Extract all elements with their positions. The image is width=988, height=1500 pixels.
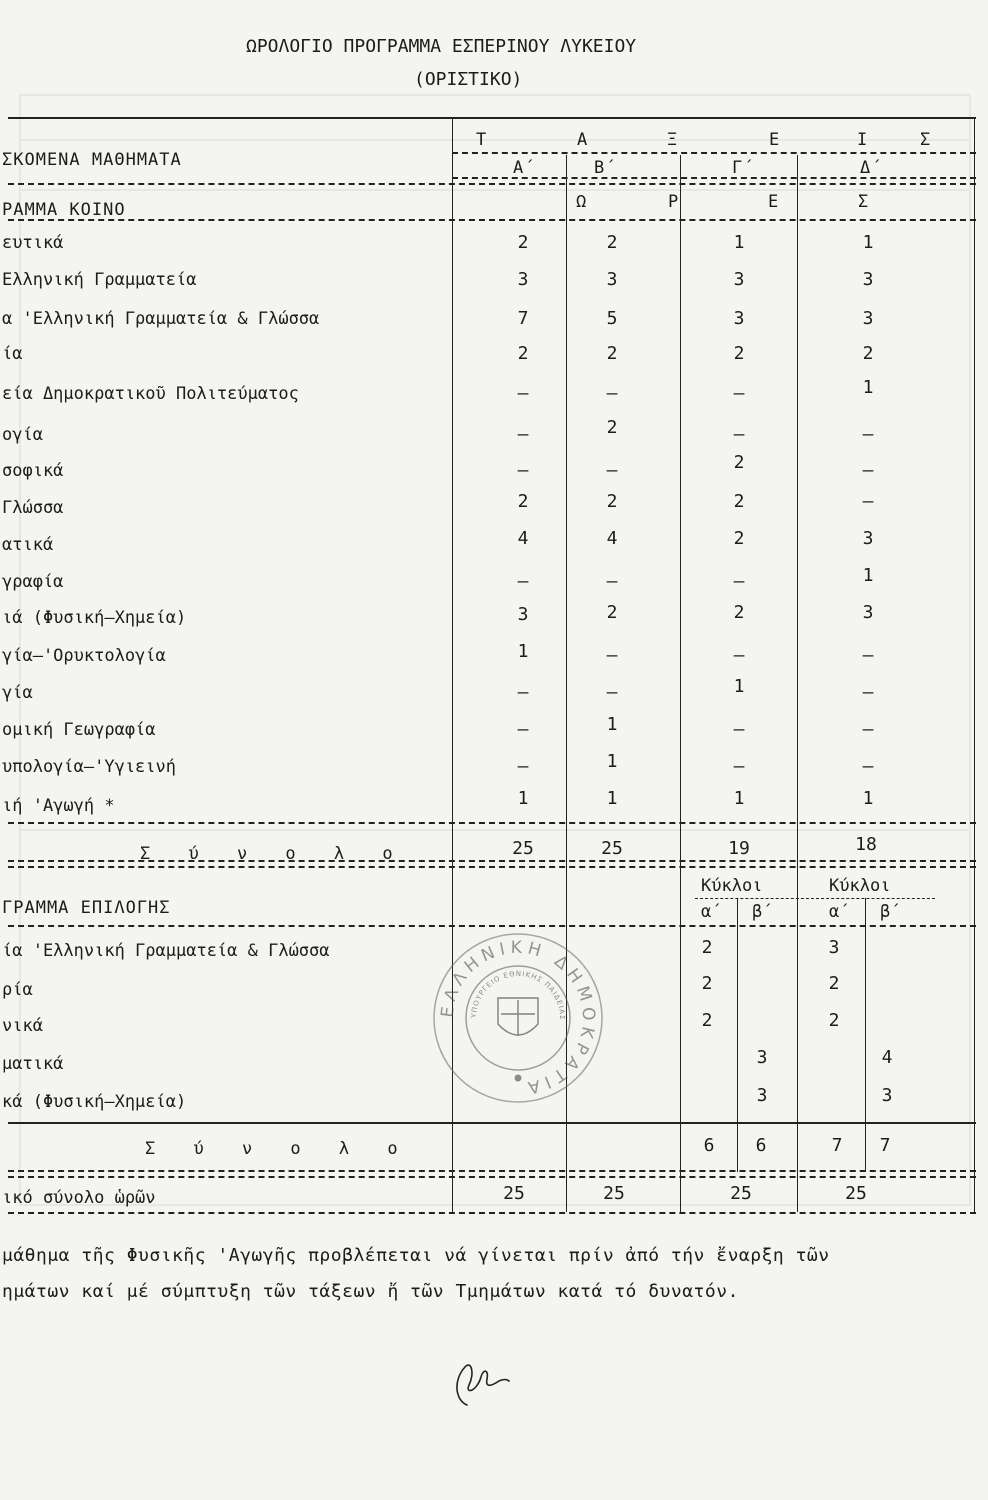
hours-cell: – bbox=[517, 719, 529, 740]
elective-subject-name: ρία bbox=[2, 980, 33, 1000]
class-letter: Τ bbox=[476, 130, 488, 150]
hours-cell: – bbox=[862, 719, 874, 740]
elective-program-label: ΓΡΑΜΜΑ ΕΠΙΛΟΓΗΣ bbox=[2, 898, 171, 918]
hours-cell: 3 bbox=[828, 937, 840, 958]
hours-cell: 2 bbox=[701, 937, 713, 958]
elective-subject-name: νικά bbox=[2, 1016, 43, 1036]
cycles-label: Κύκλοι bbox=[829, 876, 891, 896]
hours-cell: 3 bbox=[756, 1085, 768, 1106]
cycle-beta: β΄ bbox=[880, 902, 901, 922]
table-top-rule bbox=[8, 117, 976, 119]
elective-subject-name: κά (Φυσική–Χημεία) bbox=[2, 1092, 187, 1112]
hours-cell: 2 bbox=[828, 973, 840, 994]
subject-name: εία Δημοκρατικοῦ Πολιτεύματος bbox=[2, 384, 299, 404]
hours-cell: – bbox=[733, 645, 745, 666]
class-letter: Σ bbox=[920, 130, 932, 150]
hours-cell: – bbox=[606, 460, 618, 481]
hours-cell: 1 bbox=[733, 232, 745, 253]
cycle-divider bbox=[737, 898, 738, 1172]
class-letter: Ε bbox=[769, 130, 781, 150]
hours-cell: – bbox=[733, 756, 745, 777]
subject-name: ομική Γεωγραφία bbox=[2, 720, 156, 740]
subject-name: Ελληνική Γραμματεία bbox=[2, 270, 197, 290]
rule bbox=[8, 1122, 976, 1124]
hours-cell: 2 bbox=[517, 491, 529, 512]
subject-name: γία–'Ορυκτολογία bbox=[2, 646, 166, 666]
subject-name: ευτικά bbox=[2, 233, 64, 253]
hours-cell: – bbox=[733, 383, 745, 404]
hours-cell: – bbox=[862, 645, 874, 666]
subject-name: ιά (Φυσική–Χημεία) bbox=[2, 608, 187, 628]
subject-name: γραφία bbox=[2, 572, 64, 592]
hours-cell: 2 bbox=[701, 973, 713, 994]
handwritten-signature bbox=[445, 1355, 525, 1415]
hours-cell: 3 bbox=[733, 308, 745, 329]
hours-cell: 1 bbox=[606, 751, 618, 772]
subject-name: α 'Ελληνική Γραμματεία & Γλώσσα bbox=[2, 309, 320, 329]
hours-letter: Ρ bbox=[668, 192, 680, 212]
hours-cell: 4 bbox=[881, 1047, 893, 1068]
hours-cell: 2 bbox=[606, 417, 618, 438]
total-cell: 7 bbox=[879, 1135, 891, 1156]
cycle-alpha: α΄ bbox=[701, 902, 722, 922]
class-letter: Ι bbox=[857, 130, 869, 150]
footnote-line: μάθημα τῆς Φυσικῆς 'Αγωγῆς προβλέπεται νά γίνεται πρίν ἀπό τήν ἔναρξη τῶν bbox=[2, 1245, 830, 1266]
table-bottom-rule bbox=[8, 1212, 976, 1214]
total-cell: 25 bbox=[601, 838, 623, 859]
rule bbox=[695, 898, 935, 899]
hours-cell: 7 bbox=[517, 308, 529, 329]
grand-total-cell: 25 bbox=[503, 1183, 525, 1204]
subject-name: ιή 'Αγωγή * bbox=[2, 796, 115, 816]
hours-letter: Ε bbox=[768, 192, 780, 212]
hours-cell: 3 bbox=[862, 602, 874, 623]
hours-cell: 1 bbox=[862, 565, 874, 586]
hours-cell: – bbox=[606, 383, 618, 404]
hours-cell: 1 bbox=[862, 232, 874, 253]
footnote-line: ημάτων καί μέ σύμπτυξη τῶν τάξεων ἤ τῶν Τμημάτων κατά τό δυνατόν. bbox=[2, 1281, 739, 1302]
hours-cell: – bbox=[517, 756, 529, 777]
hours-cell: – bbox=[517, 571, 529, 592]
rule bbox=[452, 152, 976, 154]
total-cell: 6 bbox=[755, 1135, 767, 1156]
grand-total-cell: 25 bbox=[730, 1183, 752, 1204]
hours-cell: – bbox=[606, 645, 618, 666]
hours-cell: 2 bbox=[606, 491, 618, 512]
rule bbox=[8, 1170, 976, 1172]
cycle-beta: β΄ bbox=[752, 902, 773, 922]
subject-name: υπολογία–'Υγιεινή bbox=[2, 757, 176, 777]
total-label: Σ ύ ν ο λ ο bbox=[140, 844, 407, 864]
hours-cell: – bbox=[862, 756, 874, 777]
cycle-alpha: α΄ bbox=[829, 902, 850, 922]
rule bbox=[8, 866, 976, 868]
table-right-edge bbox=[974, 117, 975, 1212]
hours-cell: 1 bbox=[517, 641, 529, 662]
hours-cell: 2 bbox=[606, 602, 618, 623]
cycle-divider bbox=[865, 898, 866, 1172]
total-cell: 18 bbox=[855, 834, 877, 855]
hours-cell: 3 bbox=[517, 269, 529, 290]
hours-cell: 2 bbox=[517, 232, 529, 253]
document-subtitle: (ΟΡΙΣΤΙΚΟ) bbox=[414, 69, 523, 90]
subjects-header: ΣΚΟΜΕΝΑ ΜΑΘΗΜΑΤΑ bbox=[2, 150, 182, 170]
svg-text:ΕΛΛΗΝΙΚΗ ΔΗΜΟΚΡΑΤΙΑ: ΕΛΛΗΝΙΚΗ ΔΗΜΟΚΡΑΤΙΑ bbox=[437, 937, 599, 1099]
hours-cell: 3 bbox=[606, 269, 618, 290]
hours-cell: 3 bbox=[756, 1047, 768, 1068]
hours-cell: 3 bbox=[517, 604, 529, 625]
common-program-label: ΡΑΜΜΑ ΚΟΙΝΟ bbox=[2, 200, 126, 220]
class-letter: Α bbox=[577, 130, 589, 150]
hours-cell: 1 bbox=[862, 377, 874, 398]
total-cell: 6 bbox=[703, 1135, 715, 1156]
hours-cell: – bbox=[517, 682, 529, 703]
total-cell: 25 bbox=[512, 838, 534, 859]
hours-cell: – bbox=[733, 719, 745, 740]
hours-cell: 1 bbox=[606, 788, 618, 809]
hours-cell: 2 bbox=[733, 452, 745, 473]
subject-name: Γλώσσα bbox=[2, 498, 64, 518]
rule bbox=[8, 183, 976, 185]
cycles-label: Κύκλοι bbox=[701, 876, 763, 896]
hours-cell: – bbox=[733, 424, 745, 445]
grand-total-label: ικό σύνολο ὡρῶν bbox=[2, 1188, 156, 1208]
hours-cell: – bbox=[606, 682, 618, 703]
hours-cell: 5 bbox=[606, 308, 618, 329]
class-name: Δ΄ bbox=[860, 158, 883, 178]
document-title: ΩΡΟΛΟΓΙΟ ΠΡΟΓΡΑΜΜΑ ΕΣΠΕΡΙΝΟΥ ΛΥΚΕΙΟΥ bbox=[246, 36, 637, 57]
hours-cell: – bbox=[862, 424, 874, 445]
rule bbox=[8, 219, 976, 221]
subject-name: σοφικά bbox=[2, 461, 64, 481]
hours-letter: Σ bbox=[858, 192, 870, 212]
class-name: Γ΄ bbox=[732, 158, 755, 178]
hours-cell: 1 bbox=[862, 788, 874, 809]
hours-cell: – bbox=[606, 571, 618, 592]
elective-subject-name: ματικά bbox=[2, 1054, 64, 1074]
hours-cell: 1 bbox=[606, 714, 618, 735]
rule bbox=[8, 822, 976, 824]
hours-cell: – bbox=[733, 571, 745, 592]
hours-cell: 2 bbox=[862, 343, 874, 364]
subject-name: ατικά bbox=[2, 535, 54, 555]
hours-cell: 1 bbox=[733, 788, 745, 809]
hours-cell: 2 bbox=[733, 528, 745, 549]
hours-cell: 2 bbox=[733, 491, 745, 512]
official-stamp bbox=[428, 928, 608, 1108]
subject-name: ογία bbox=[2, 425, 43, 445]
svg-text:ΥΠΟΥΡΓΕΙΟ ΕΘΝΙΚΗΣ ΠΑΙΔΕΙΑΣ: ΥΠΟΥΡΓΕΙΟ ΕΘΝΙΚΗΣ ΠΑΙΔΕΙΑΣ bbox=[469, 969, 567, 1021]
hours-cell: 3 bbox=[862, 308, 874, 329]
hours-cell: 3 bbox=[862, 269, 874, 290]
total-cell: 7 bbox=[831, 1135, 843, 1156]
hours-cell: 3 bbox=[881, 1085, 893, 1106]
hours-cell: 1 bbox=[517, 788, 529, 809]
hours-cell: 2 bbox=[517, 343, 529, 364]
class-letter: Ξ bbox=[667, 130, 679, 150]
column-divider bbox=[680, 155, 681, 1212]
total-cell: 19 bbox=[728, 838, 750, 859]
hours-cell: 2 bbox=[733, 343, 745, 364]
hours-cell: 2 bbox=[701, 1010, 713, 1031]
hours-cell: – bbox=[517, 460, 529, 481]
hours-cell: 4 bbox=[606, 528, 618, 549]
class-name: Β΄ bbox=[594, 158, 617, 178]
hours-cell: 4 bbox=[517, 528, 529, 549]
hours-cell: 2 bbox=[828, 1010, 840, 1031]
hours-cell: 2 bbox=[606, 343, 618, 364]
hours-cell: 2 bbox=[733, 602, 745, 623]
rule bbox=[8, 925, 976, 927]
rule bbox=[8, 1176, 976, 1178]
hours-cell: 1 bbox=[733, 676, 745, 697]
elective-subject-name: ία 'Ελληνική Γραμματεία & Γλώσσα bbox=[2, 941, 330, 961]
subject-name: γία bbox=[2, 683, 33, 703]
hours-cell: 2 bbox=[606, 232, 618, 253]
hours-cell: – bbox=[517, 383, 529, 404]
column-divider bbox=[797, 155, 798, 1212]
hours-cell: – bbox=[517, 424, 529, 445]
subject-name: ία bbox=[2, 344, 23, 364]
grand-total-cell: 25 bbox=[845, 1183, 867, 1204]
total-label: Σ ύ ν ο λ ο bbox=[145, 1139, 412, 1159]
class-name: Α΄ bbox=[513, 158, 536, 178]
hours-cell: – bbox=[862, 682, 874, 703]
hours-letter: Ω bbox=[576, 192, 588, 212]
grand-total-cell: 25 bbox=[603, 1183, 625, 1204]
hours-cell: 3 bbox=[862, 528, 874, 549]
hours-cell: 3 bbox=[733, 269, 745, 290]
hours-cell: – bbox=[862, 491, 874, 512]
hours-cell: – bbox=[862, 460, 874, 481]
